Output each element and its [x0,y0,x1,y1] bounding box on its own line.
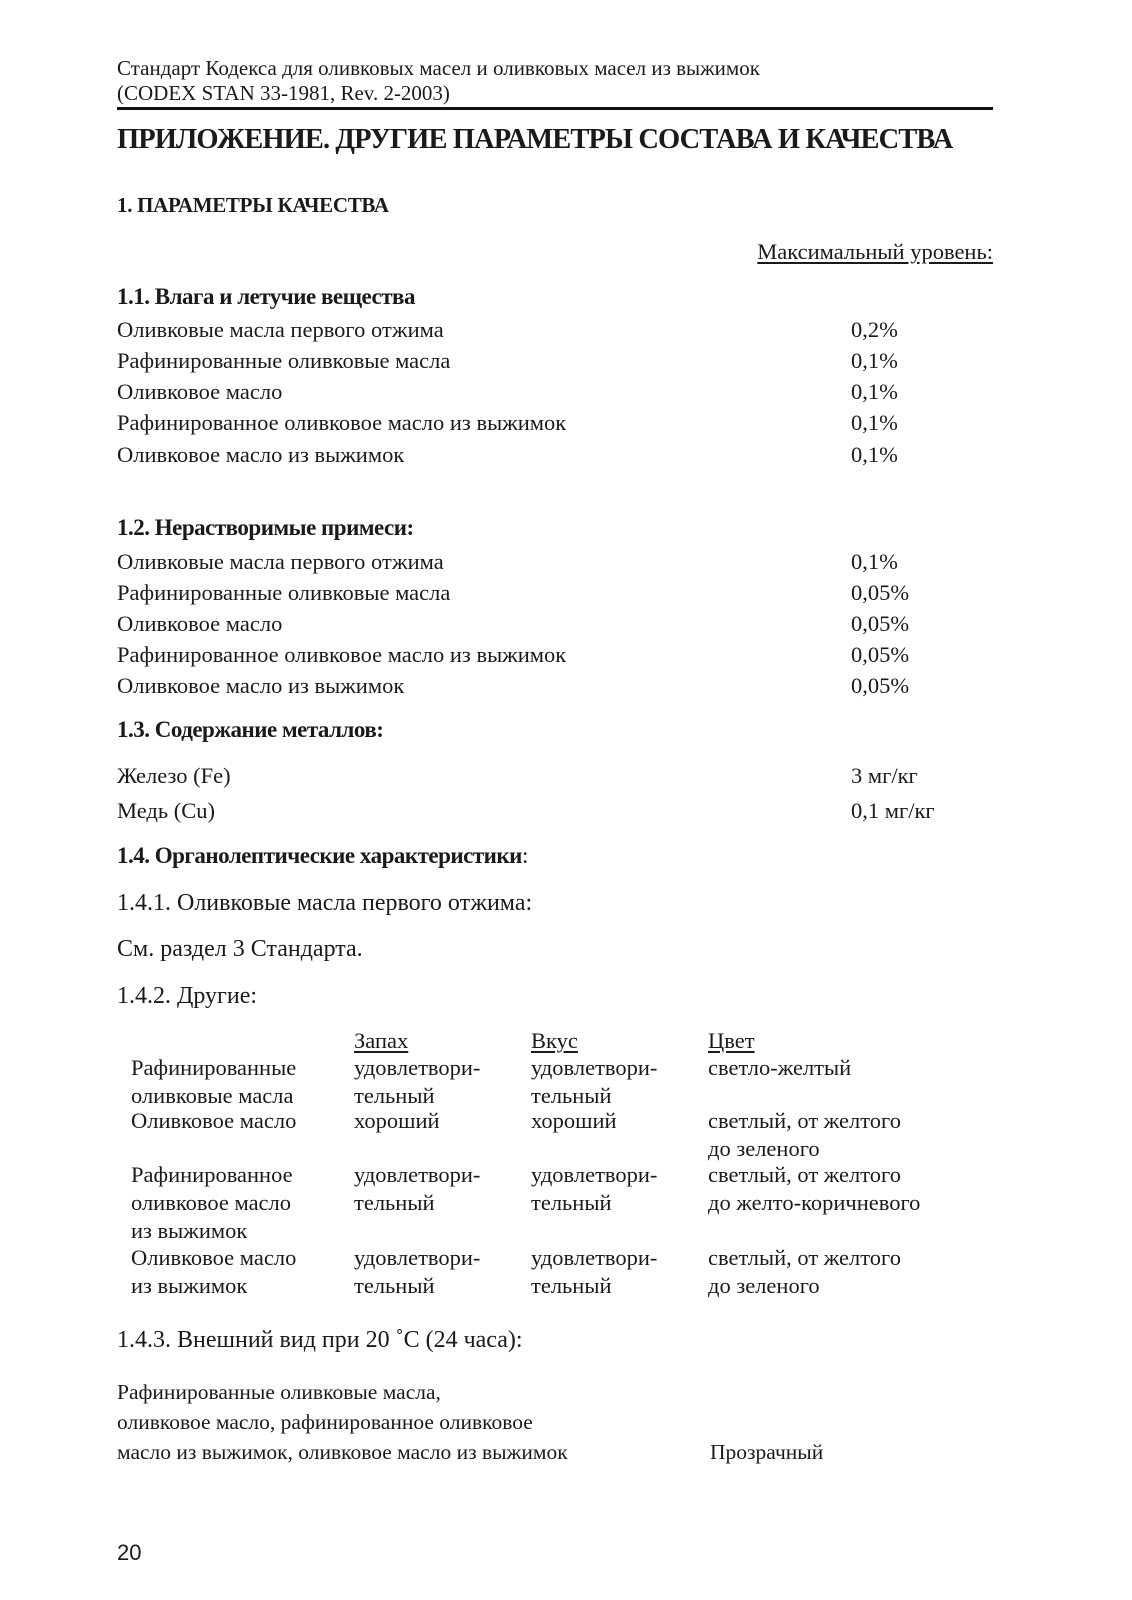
table-cell-product: Рафинированное оливковое масло из выжимок [131,1162,293,1243]
column-header-taste: Вкус [531,1028,578,1053]
row-value: 0,1% [851,410,898,435]
running-header-title: Стандарт Кодекса для оливковых масел и оливковых масел из выжимок [117,56,760,80]
row-value: 0,1 мг/кг [851,798,935,823]
section-heading-quality: 1. ПАРАМЕТРЫ КАЧЕСТВА [117,193,389,217]
moisture-row [117,346,997,376]
running-header-code: (CODEX STAN 33-1981, Rev. 2-2003) [117,81,450,105]
organoleptic-virgin-heading: 1.4.1. Оливковые масла первого отжима: [117,890,533,916]
table-cell-odor: удовлетвори- тельный [354,1055,481,1108]
table-cell-odor: хороший [354,1108,440,1133]
header-rule [117,107,993,110]
table-cell-product: Оливковое масло из выжимок [131,1245,297,1298]
organoleptic-others-heading: 1.4.2. Другие: [117,983,258,1009]
table-cell-color: светло-желтый [708,1055,852,1080]
row-label: Медь (Cu) [117,798,215,823]
row-label: Оливковое масло [117,611,283,636]
insoluble-row [117,578,997,608]
moisture-row [117,440,997,470]
table-cell-color: светлый, от желтого до желто-коричневого [708,1162,921,1215]
subsection-heading-insoluble: 1.2. Нерастворимые примеси: [117,515,414,540]
row-value: 0,1% [851,379,898,404]
table-cell-color: светлый, от желтого до зеленого [708,1108,901,1161]
table-cell-taste: удовлетвори- тельный [531,1245,658,1298]
moisture-row [117,377,997,407]
page-number: 20 [117,1540,142,1565]
table-cell-product: Оливковое масло [131,1108,297,1133]
row-label: Оливковое масло [117,379,283,404]
subsection-heading-moisture: 1.1. Влага и летучие вещества [117,284,415,309]
appearance-heading: 1.4.3. Внешний вид при 20 ˚C (24 часа): [117,1327,523,1353]
insoluble-row [117,609,997,639]
max-level-label: Максимальный уровень: [757,239,993,264]
metals-row [117,796,997,826]
row-label: Рафинированные оливковые масла [117,580,451,605]
table-cell-taste: удовлетвори- тельный [531,1162,658,1215]
row-label: Оливковое масло из выжимок [117,442,405,467]
row-value: 0,05% [851,611,910,636]
page-title: ПРИЛОЖЕНИЕ. ДРУГИЕ ПАРАМЕТРЫ СОСТАВА И КАЧЕСТВА [117,124,953,155]
subsection-heading-metals: 1.3. Содержание металлов: [117,717,384,742]
insoluble-row [117,547,997,577]
row-label: Оливковое масло из выжимок [117,673,405,698]
metals-row [117,761,997,791]
insoluble-row [117,671,997,701]
appearance-products: Рафинированные оливковые масла, оливковое масло, рафинированное оливковое масло из выжимок, оливковое масло из выжимок [117,1380,568,1464]
row-label: Железо (Fe) [117,763,231,788]
moisture-row [117,315,997,345]
heading-colon: : [521,843,528,868]
row-label: Оливковые масла первого отжима [117,317,444,342]
row-value: 0,05% [851,642,910,667]
row-value: 0,1% [851,348,898,373]
row-value: 3 мг/кг [851,763,918,788]
row-value: 0,1% [851,549,898,574]
table-cell-product: Рафинированные оливковые масла [131,1055,297,1108]
row-value: 0,05% [851,673,910,698]
appearance-value: Прозрачный [710,1440,824,1464]
table-cell-taste: удовлетвори- тельный [531,1055,658,1108]
row-label: Рафинированное оливковое масло из выжимок [117,642,567,667]
moisture-row [117,408,997,438]
column-header-color: Цвет [708,1028,755,1053]
row-label: Рафинированное оливковое масло из выжимок [117,410,567,435]
organoleptic-see-section: См. раздел 3 Стандарта. [117,936,363,962]
table-cell-odor: удовлетвори- тельный [354,1245,481,1298]
table-cell-color: светлый, от желтого до зеленого [708,1245,901,1298]
row-label: Оливковые масла первого отжима [117,549,444,574]
row-value: 0,05% [851,580,910,605]
row-value: 0,2% [851,317,898,342]
table-cell-odor: удовлетвори- тельный [354,1162,481,1215]
table-cell-taste: хороший [531,1108,617,1133]
insoluble-row [117,640,997,670]
column-header-odor: Запах [354,1028,409,1053]
heading-text: 1.4. Органолептические характеристики [117,843,522,868]
row-value: 0,1% [851,442,898,467]
row-label: Рафинированные оливковые масла [117,348,451,373]
subsection-heading-organoleptic [117,843,528,869]
